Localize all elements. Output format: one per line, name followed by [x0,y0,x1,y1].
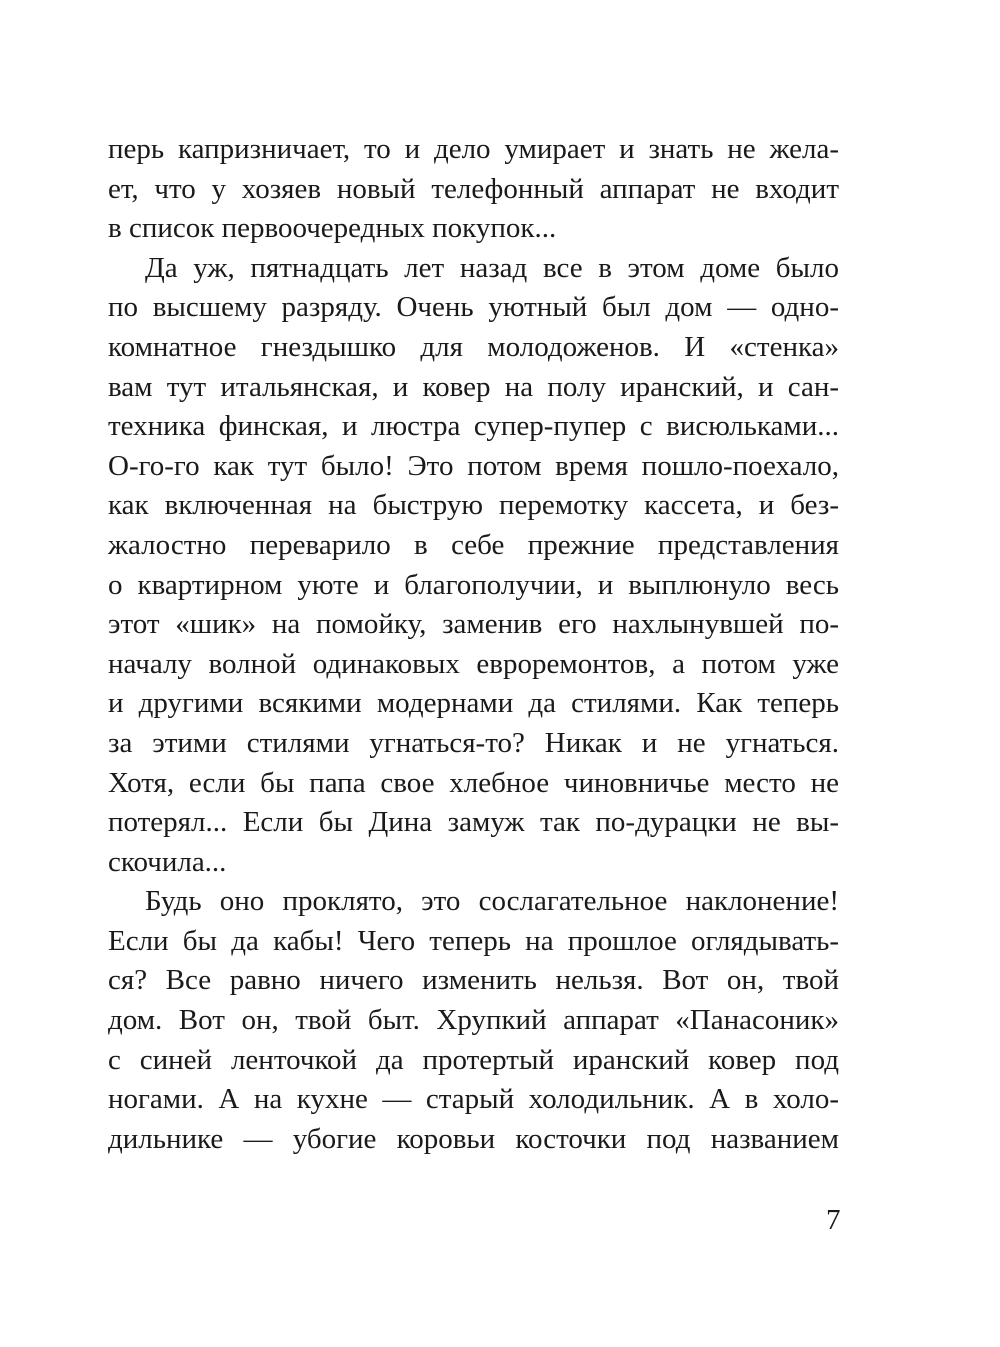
text-line: комнатное гнездышко для молодоженов. И «стенка» [108,330,839,363]
text-line: перь капризничает, то и дело умирает и знать не жела- [108,133,839,165]
paragraph [108,882,839,1159]
text-line: как включенная на быструю перемотку кассета, и без- [108,489,839,522]
paragraph [108,130,839,249]
text-line: дильнике — убогие коровьи косточки под названием [108,1122,839,1155]
text-line: ет, что у хозяев новый телефонный аппарат не входит [108,172,839,205]
text-line: жалостно переварило в себе прежние представления [108,528,839,561]
paragraph [108,249,839,883]
text-line: О-го-го как тут было! Это потом время пошло-поехало, [108,449,839,482]
text-line: техника финская, и люстра супер-пупер с висюльками... [108,410,839,443]
body-text [108,130,839,1159]
text-line: скочила... [108,845,227,878]
text-line: и другими всякими модернами да стилями. Как теперь [108,687,839,720]
page-number: 7 [826,1204,841,1236]
text-line: дом. Вот он, твой быт. Хрупкий аппарат «Панасоник» [108,1004,839,1037]
text-line: ся? Все равно ничего изменить нельзя. Вот он, твой [108,964,839,997]
text-line: Хотя, если бы папа свое хлебное чиновничье место не [108,766,839,799]
text-line: по высшему разряду. Очень уютный был дом — одно- [108,291,839,324]
text-line: с синей ленточкой да протертый иранский ковер под [108,1043,839,1076]
text-line: потерял... Если бы Дина замуж так по-дурацки не вы- [108,806,839,839]
text-line: ногами. А на кухне — старый холодильник. А в холо- [108,1083,839,1116]
text-line: Да уж, пятнадцать лет назад все в этом доме было [145,251,839,284]
text-line: Будь оно проклято, это сослагательное наклонение! [145,885,839,918]
text-line: о квартирном уюте и благополучии, и выплюнуло весь [108,568,839,601]
text-line: за этими стилями угнаться-то? Никак и не угнаться. [108,726,839,759]
text-line: началу волной одинаковых евроремонтов, а потом уже [108,647,839,680]
text-line: вам тут итальянская, и ковер на полу иранский, и сан- [108,370,839,403]
text-line: в список первоочередных покупок... [108,212,557,245]
text-line: этот «шик» на помойку, заменив его нахлынувшей по- [108,608,839,641]
text-line: Если бы да кабы! Чего теперь на прошлое оглядывать- [108,924,839,957]
